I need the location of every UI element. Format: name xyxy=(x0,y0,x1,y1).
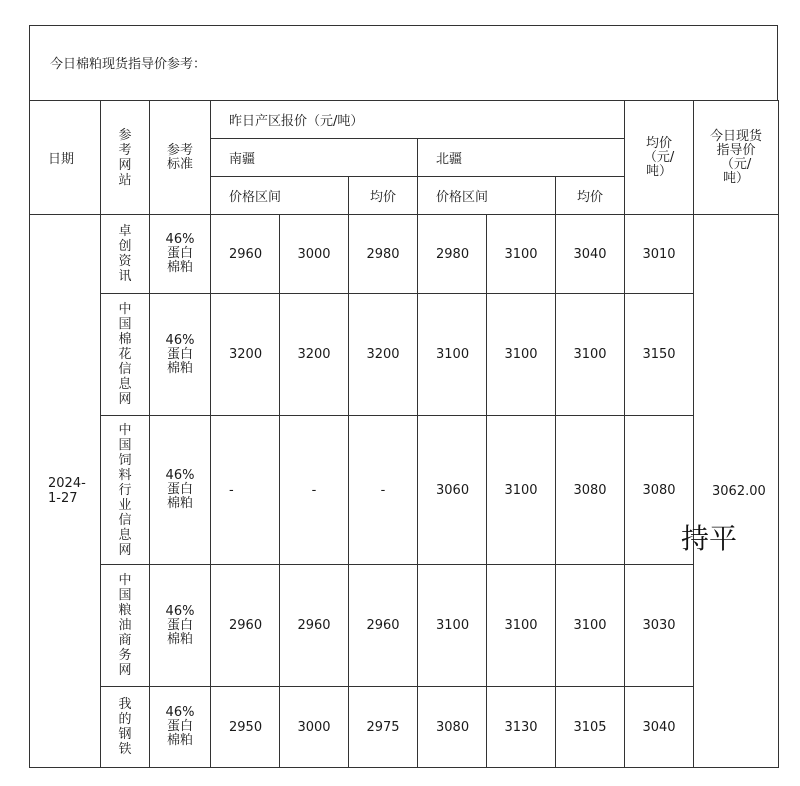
header-bj-range: 价格区间 xyxy=(418,177,556,215)
table-row xyxy=(30,294,779,416)
price-nj-high: 3000 xyxy=(280,687,349,768)
stamp-text: 持平 xyxy=(681,522,738,555)
standard-cell: 46% 蛋白 棉粕 xyxy=(150,294,211,416)
standard-cell: 46% 蛋白 棉粕 xyxy=(150,215,211,294)
table-row xyxy=(30,416,779,565)
site-cell: 我 的 钢 铁 xyxy=(101,687,150,768)
price-bj-avg: 3100 xyxy=(556,565,625,687)
header-avg: 均价 （元/ 吨） xyxy=(625,101,694,215)
price-bj-high: 3100 xyxy=(487,565,556,687)
header-bj-avg: 均价 xyxy=(556,177,625,215)
header-nanjiang: 南疆 xyxy=(211,139,418,177)
page-title: 今日棉粕现货指导价参考： xyxy=(50,57,207,72)
today-price: 3062.00 xyxy=(694,215,779,768)
price-nj-avg: 2960 xyxy=(349,565,418,687)
price-nj-avg: 3200 xyxy=(349,294,418,416)
standard-cell: 46% 蛋白 棉粕 xyxy=(150,416,211,565)
price-bj-avg: 3100 xyxy=(556,294,625,416)
price-bj-avg: 3105 xyxy=(556,687,625,768)
price-bj-avg: 3040 xyxy=(556,215,625,294)
header-yesterday: 昨日产区报价（元/吨） xyxy=(211,101,625,139)
header-nj-avg: 均价 xyxy=(349,177,418,215)
price-bj-low: 3100 xyxy=(418,294,487,416)
price-bj-high: 3130 xyxy=(487,687,556,768)
price-nj-high: 3200 xyxy=(280,294,349,416)
site-cell: 卓 创 资 讯 xyxy=(101,215,150,294)
price-avg: 3150 xyxy=(625,294,694,416)
price-bj-low: 3100 xyxy=(418,565,487,687)
price-bj-high: 3100 xyxy=(487,294,556,416)
price-nj-high: 2960 xyxy=(280,565,349,687)
price-nj-avg: 2980 xyxy=(349,215,418,294)
header-standard: 参考 标准 xyxy=(150,101,211,215)
price-bj-low: 3060 xyxy=(418,416,487,565)
price-avg: 3040 xyxy=(625,687,694,768)
title-box xyxy=(29,25,778,101)
price-avg: 3010 xyxy=(625,215,694,294)
price-nj-low: - xyxy=(211,416,280,565)
price-nj-low: 3200 xyxy=(211,294,280,416)
header-today-guide: 今日现货 指导价 （元/ 吨） xyxy=(694,101,779,215)
price-table xyxy=(29,100,779,768)
date-cell: 2024- 1-27 xyxy=(30,215,101,768)
site-cell: 中 国 棉 花 信 息 网 xyxy=(101,294,150,416)
header-nj-range: 价格区间 xyxy=(211,177,349,215)
table-row xyxy=(30,687,779,768)
price-nj-low: 2950 xyxy=(211,687,280,768)
site-cell: 中 国 饲 料 行 业 信 息 网 xyxy=(101,416,150,565)
price-bj-low: 3080 xyxy=(418,687,487,768)
price-bj-high: 3100 xyxy=(487,416,556,565)
price-avg: 3080 xyxy=(625,416,694,565)
price-bj-high: 3100 xyxy=(487,215,556,294)
price-nj-high: 3000 xyxy=(280,215,349,294)
header-site: 参 考 网 站 xyxy=(101,101,150,215)
site-cell: 中 国 粮 油 商 务 网 xyxy=(101,565,150,687)
price-avg: 3030 xyxy=(625,565,694,687)
price-bj-avg: 3080 xyxy=(556,416,625,565)
price-nj-avg: 2975 xyxy=(349,687,418,768)
price-bj-low: 2980 xyxy=(418,215,487,294)
price-nj-high: - xyxy=(280,416,349,565)
table-row xyxy=(30,565,779,687)
table-row xyxy=(30,215,779,294)
header-beijiang: 北疆 xyxy=(418,139,625,177)
header-date: 日期 xyxy=(30,101,101,215)
price-nj-low: 2960 xyxy=(211,565,280,687)
price-nj-avg: - xyxy=(349,416,418,565)
price-nj-low: 2960 xyxy=(211,215,280,294)
standard-cell: 46% 蛋白 棉粕 xyxy=(150,565,211,687)
standard-cell: 46% 蛋白 棉粕 xyxy=(150,687,211,768)
